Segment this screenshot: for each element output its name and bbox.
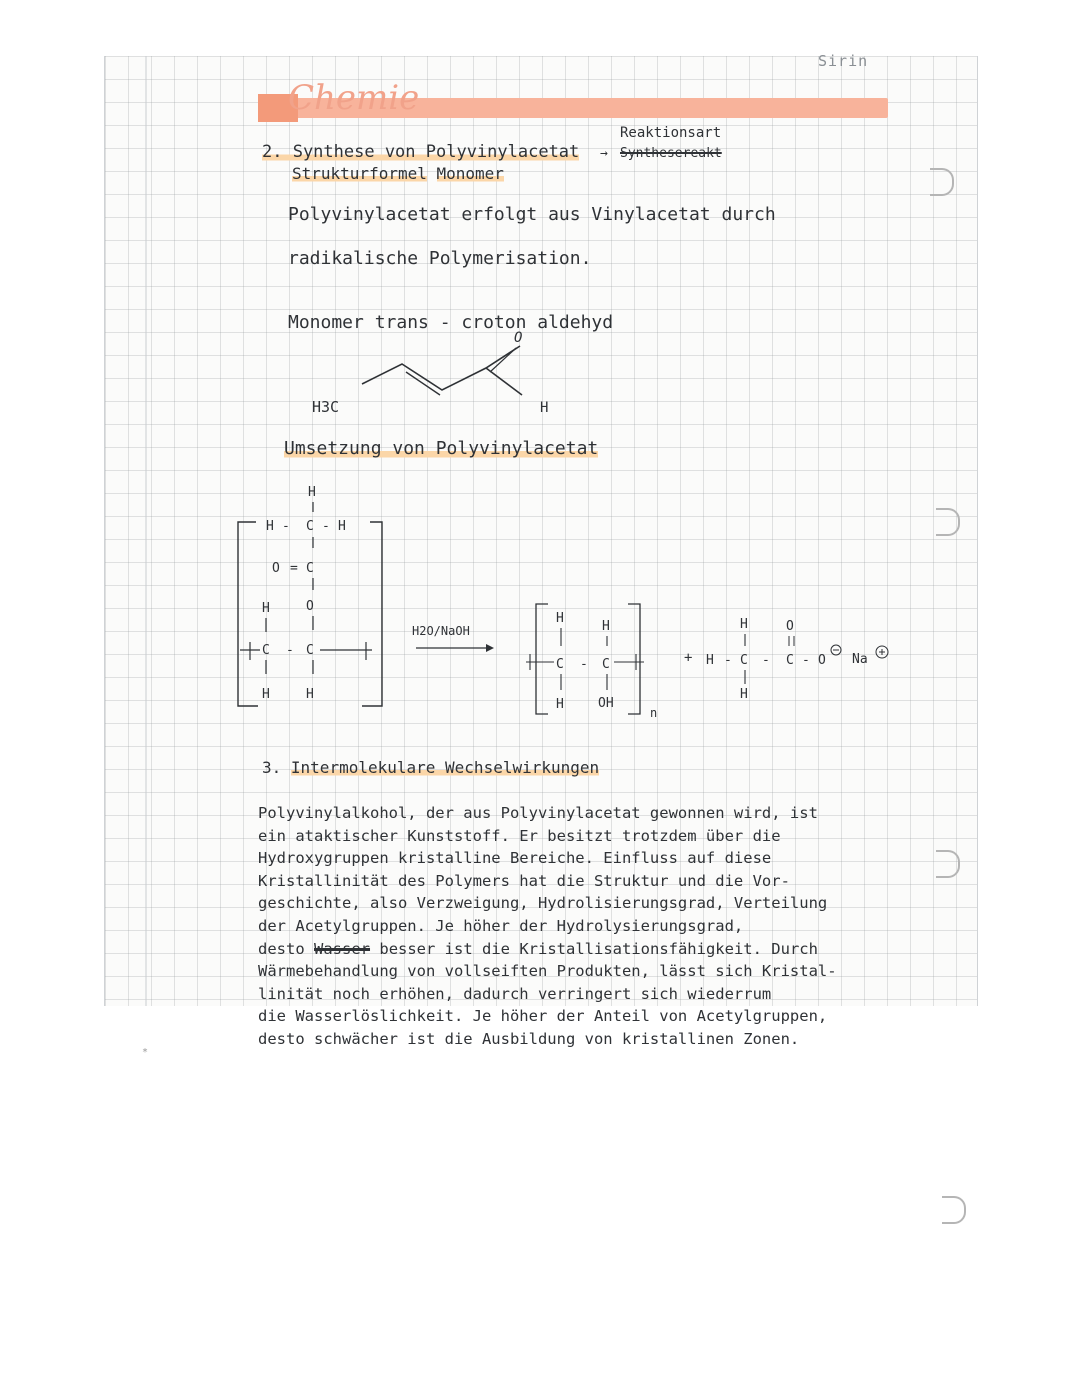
line7-prefix: desto (258, 939, 305, 958)
reaction-type-label: Reaktionsart (620, 125, 722, 141)
reaction-type-struck: Synthesereakt (620, 146, 722, 161)
subscript-n: n (650, 706, 658, 720)
sentence-line-1: Polyvinylacetat erfolgt aus Vinylacetat durch (288, 204, 776, 225)
monomer-h3c: H3C (312, 398, 340, 416)
reaction-arrow-icon: → (600, 146, 608, 161)
svg-text:H: H (308, 485, 316, 500)
svg-text:H: H (306, 687, 314, 702)
svg-text:H: H (556, 611, 564, 626)
svg-text:C: C (602, 657, 610, 672)
paragraph-line: Polyvinylalkohol, der aus Polyvinylacetat gewonnen wird, ist (258, 804, 818, 822)
subject-title: Chemie (288, 78, 420, 118)
paragraph-line: desto schwächer ist die Ausbildung von kristallinen Zonen. (258, 1029, 800, 1048)
svg-text:-: - (802, 653, 810, 668)
svg-text:O: O (818, 653, 826, 668)
svg-text:C: C (306, 643, 314, 658)
section2-title-text: 2. Synthese von Polyvinylacetat (262, 142, 580, 162)
monomer-aldehyde-h: H (540, 400, 549, 416)
svg-text:H: H (740, 617, 748, 632)
line7-rest: besser ist die Kristallisationsfähigkeit. Durch (379, 939, 818, 958)
svg-text:-: - (322, 519, 330, 534)
paragraph-line: ein ataktischer Kunststoff. Er besitzt trotzdem über die (258, 826, 781, 845)
svg-text:-: - (282, 519, 290, 534)
svg-text:O: O (786, 619, 794, 634)
section3-title-text: Intermolekulare Wechselwirkungen (290, 758, 600, 777)
svg-text:H: H (266, 519, 274, 534)
subtitle-struktur: Strukturformel (292, 164, 427, 183)
svg-text:-: - (762, 653, 770, 668)
section3-paragraph (258, 802, 908, 1051)
svg-text:C: C (556, 657, 564, 672)
svg-text:-: - (724, 653, 732, 668)
svg-text:H: H (262, 601, 270, 616)
reaction-reagent: H2O/NaOH (412, 624, 470, 638)
product-na: Na (852, 652, 868, 667)
author-name: Sirin (818, 52, 869, 70)
umsetzung-text: Umsetzung von Polyvinylacetat (284, 438, 599, 459)
svg-text:H: H (706, 653, 714, 668)
svg-text:-: - (580, 657, 588, 672)
svg-text:C: C (786, 653, 794, 668)
svg-text:H: H (602, 619, 610, 634)
paragraph-line-struck (258, 938, 908, 961)
svg-text:H: H (262, 687, 270, 702)
monomer-label: Monomer trans - croton aldehyd (288, 312, 614, 333)
svg-text:-: - (286, 643, 294, 658)
sentence-line-2: radikalische Polymerisation. (288, 248, 592, 269)
svg-text:O: O (272, 561, 280, 576)
svg-text:O: O (306, 599, 314, 614)
product-plus: + (684, 650, 693, 666)
svg-text:C: C (262, 643, 270, 658)
subtitle-monomer: Monomer (436, 164, 504, 183)
svg-text:=: = (290, 561, 298, 576)
paragraph-line: Kristallinität des Polymers hat die Struktur und die Vor- (258, 871, 790, 890)
paragraph-line: die Wasserlöslichkeit. Je höher der Anteil von Acetylgruppen, (258, 1007, 828, 1026)
paragraph-line: der Acetylgruppen. Je höher der Hydrolysierungsgrad, (258, 916, 744, 935)
svg-text:H: H (556, 697, 564, 712)
section3-number: 3. (262, 758, 282, 777)
paragraph-line: geschichte, also Verzweigung, Hydrolisierungsgrad, Verteilung (258, 894, 828, 913)
monomer-aldehyde-o: O (514, 330, 523, 346)
svg-text:C: C (306, 519, 314, 534)
svg-text:C: C (306, 561, 314, 576)
svg-text:H: H (740, 687, 748, 702)
svg-text:*: * (142, 1047, 149, 1058)
struck-word: Wasser (314, 939, 371, 958)
svg-text:C: C (740, 653, 748, 668)
section3-title (262, 758, 599, 777)
product-oh: OH (598, 696, 614, 711)
svg-text:H: H (338, 519, 346, 534)
paragraph-line: Hydroxygruppen kristalline Bereiche. Einfluss auf diese (258, 849, 772, 868)
paragraph-line: linität noch erhöhen, dadurch verringert sich wiederrum (258, 984, 772, 1003)
paragraph-line: Wärmebehandlung von vollseiften Produkten, lässt sich Kristal- (258, 962, 837, 981)
